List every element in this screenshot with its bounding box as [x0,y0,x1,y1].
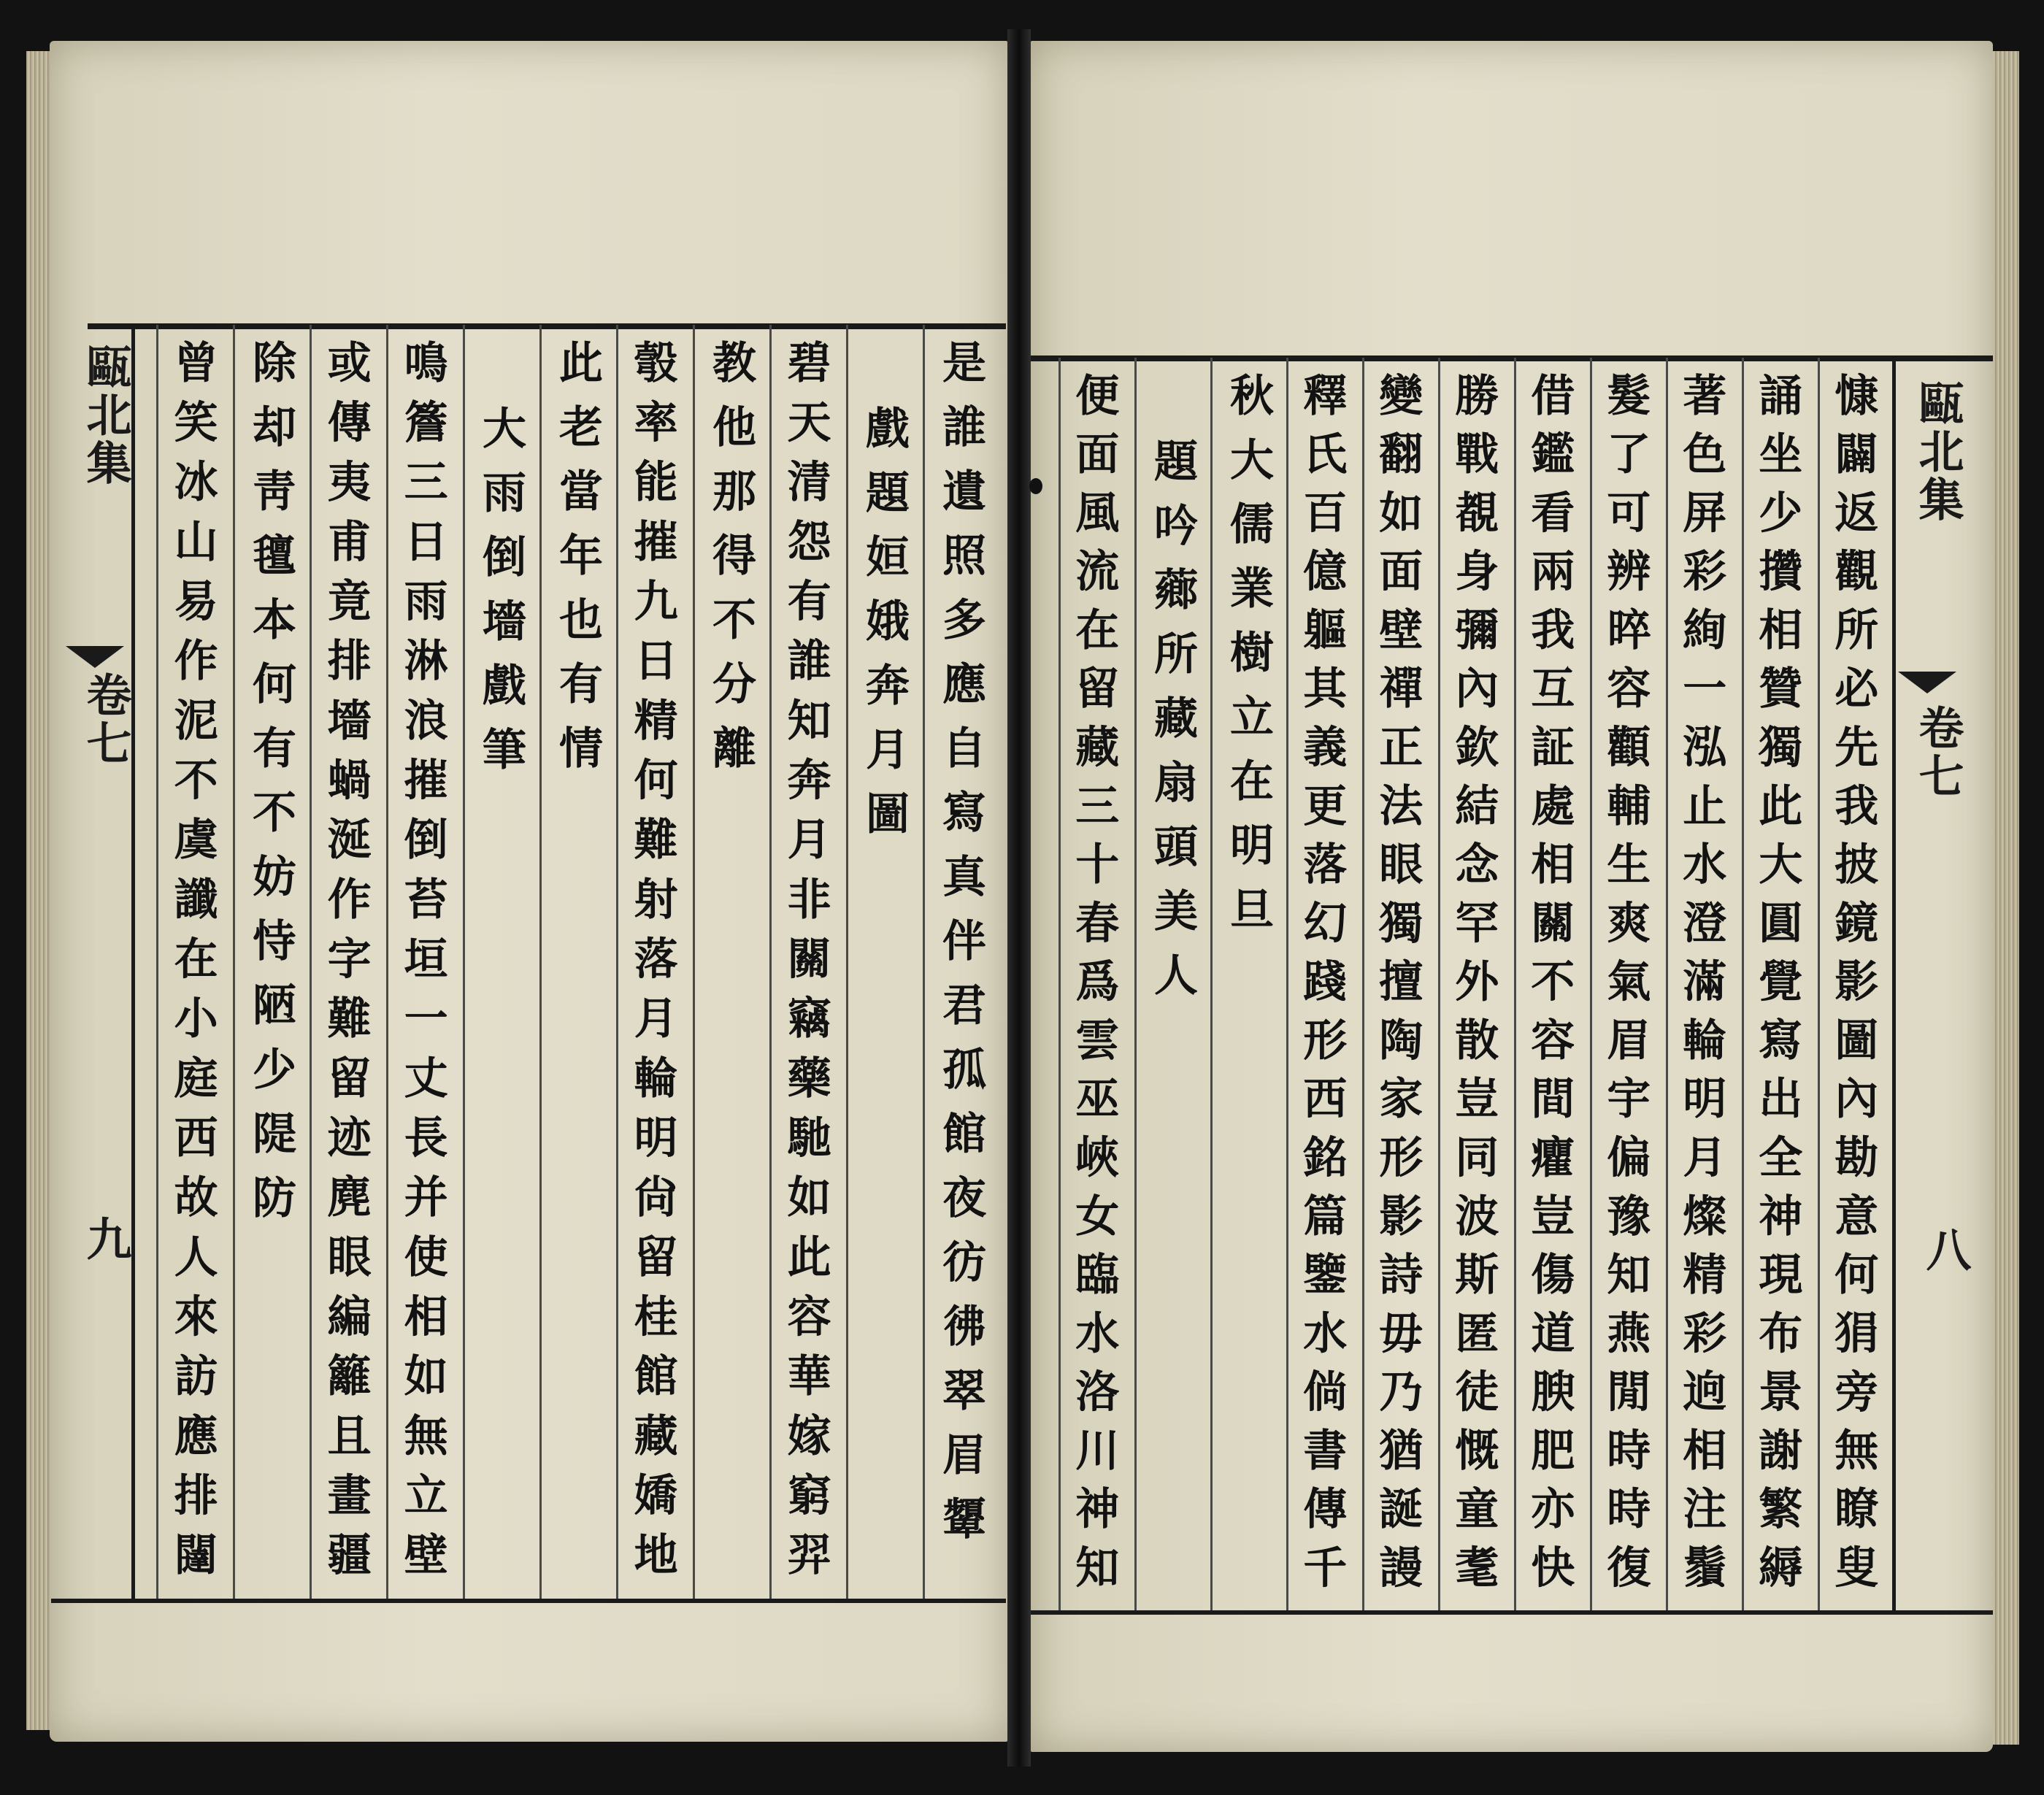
right-column-rule [1742,358,1744,1610]
right-text-column: 借鑑看兩我互証處相關不容間癯豈傷道腴肥亦快 [1524,372,1575,1603]
right-band-divider [1892,361,1896,1610]
left-text-column: 除却靑氊本何有不妨恃陋少隄防 [245,339,296,1239]
right-column-rule [1438,358,1440,1610]
left-column-rule [386,325,388,1599]
left-text-column: 或傳夷甫竟排墻蝸涎作字難留迹麂眼編籬且畫疆 [320,339,372,1591]
right-column-rule [1362,358,1364,1610]
right-column-rule [1590,358,1592,1610]
right-text-column: 便面風流在留藏三十春爲雲巫峽女臨水洛川神知 [1068,372,1120,1603]
left-top-border [88,323,1006,329]
right-band-title: 甌北集 [1911,380,1964,524]
book-gutter [1007,29,1031,1767]
right-text-column: 題吟薌所藏扇頭美人 [1147,438,1198,1016]
left-fish-tail-icon [66,646,124,668]
left-column-rule [693,325,695,1599]
left-column-rule [310,325,312,1599]
right-top-border [1031,355,1993,361]
left-text-column: 教他那得不分離 [705,339,756,789]
right-column-rule [1134,358,1137,1610]
right-band-page: 八 [1918,1226,1972,1275]
left-text-column: 彀率能摧九日精何難射落月輪明尙留桂館藏嬌地 [626,339,678,1591]
left-band-volume: 卷七 [79,672,132,768]
left-column-rule [156,325,158,1599]
left-column-rule [846,325,848,1599]
left-text-column: 戲題姮娥奔月圖 [858,405,910,855]
right-column-rule [1286,358,1288,1610]
circle-mark-icon [1029,478,1042,494]
right-band-volume: 卷七 [1911,704,1964,801]
right-page-edge [1991,51,2019,1745]
left-text-column: 鳴簷三日雨淋浪摧倒苔垣一丈長并使相如無立壁 [396,339,448,1591]
right-text-column: 變翻如面壁禪正法眼獨擅陶家形影詩毋乃猶誕謾 [1372,372,1424,1603]
left-column-rule [923,325,925,1599]
right-text-column: 誦坐少攢相贊獨此大圓覺寫出全神現布景謝繁縟 [1751,372,1803,1603]
left-text-column: 是誰遺照多應自寫真伴君孤館夜彷彿翠眉顰 [935,339,986,1560]
right-text-column: 秋大儒業樹立在明旦 [1223,372,1274,950]
left-column-rule [463,325,465,1599]
left-column-rule [616,325,618,1599]
right-column-rule [1058,358,1061,1610]
right-column-rule [1514,358,1516,1610]
right-column-rule [1818,358,1820,1610]
right-text-column: 慷闢返觀所必先我披鏡影圖內勘意何狷旁無瞭叟 [1827,372,1879,1603]
left-column-rule [233,325,235,1599]
left-text-column: 曾笑冰山易作泥不虞讖在小庭西故人來訪應排闥 [166,339,218,1591]
right-text-column: 髮了可辨晬容顴輔生爽氣眉宇偏豫知燕閒時時復 [1599,372,1651,1603]
left-band-page: 九 [79,1215,132,1264]
left-band-divider [131,328,135,1599]
right-text-column: 勝戰覩身彌內欽結念罕外散豈同波斯匿徒慨童耄 [1448,372,1499,1603]
right-column-rule [1666,358,1668,1610]
right-fish-tail-icon [1898,672,1956,693]
right-column-rule [1210,358,1213,1610]
left-column-rule [769,325,772,1599]
right-bottom-border [1031,1610,1993,1615]
right-text-column: 釋氏百億軀其義更落幻踐形西銘篇鑒水倘書傳千 [1296,372,1348,1603]
left-column-rule [539,325,542,1599]
left-bottom-border [51,1599,1006,1603]
left-text-column: 大雨倒墻戲筆 [475,405,526,791]
left-page-edge [26,51,51,1730]
left-band-title: 甌北集 [79,343,132,488]
left-text-column: 碧天清怨有誰知奔月非關竊藥馳如此容華嫁窮羿 [780,339,831,1591]
right-text-column: 著色屏彩絢一泓止水澄滿輪明月燦精彩逈相注鬚 [1675,372,1727,1603]
left-text-column: 此老當年也有情 [552,339,603,789]
